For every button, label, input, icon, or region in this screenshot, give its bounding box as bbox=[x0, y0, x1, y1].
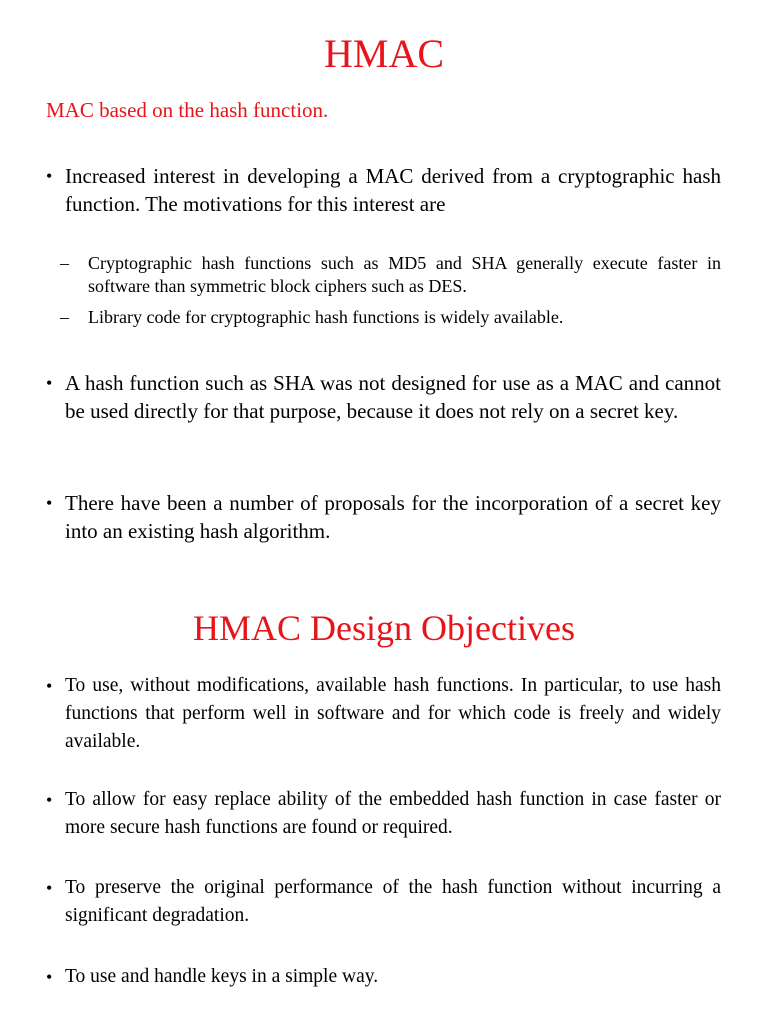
bullet-text: A hash function such as SHA was not designed for use as a MAC and cannot be used directly for that purpose, because it does not rely on a secret key. bbox=[65, 371, 721, 423]
sub-bullet-item bbox=[60, 252, 721, 298]
dash-icon: – bbox=[60, 307, 69, 327]
bullet-item bbox=[46, 489, 721, 545]
bullet-text: There have been a number of proposals for the incorporation of a secret key into an existing hash algorithm. bbox=[65, 491, 721, 543]
bullet-text: To use, without modifications, available hash functions. In particular, to use hash functions that perform well in software and for which code is freely and widely available. bbox=[65, 675, 721, 752]
bullet-icon: • bbox=[46, 493, 53, 513]
bullet-icon: • bbox=[46, 790, 53, 810]
bullet-text: To preserve the original performance of the hash function without incurring a significant degradation. bbox=[65, 877, 721, 926]
bullet-item bbox=[46, 672, 721, 756]
bullet-item bbox=[46, 874, 721, 930]
bullet-icon: • bbox=[46, 676, 53, 696]
bullet-item bbox=[46, 786, 721, 842]
bullet-text: Increased interest in developing a MAC derived from a cryptographic hash function. The motivations for this interest are bbox=[65, 164, 721, 216]
dash-icon: – bbox=[60, 253, 69, 273]
bullet-text: To use and handle keys in a simple way. bbox=[65, 966, 379, 987]
section-title: HMAC Design Objectives bbox=[193, 608, 575, 648]
sub-bullet-item bbox=[60, 306, 721, 329]
page-subtitle: MAC based on the hash function. bbox=[46, 98, 329, 122]
bullet-item bbox=[46, 963, 721, 991]
bullet-icon: • bbox=[46, 166, 53, 186]
bullet-text: To allow for easy replace ability of the embedded hash function in case faster or more secure hash functions are found or required. bbox=[65, 789, 721, 838]
bullet-icon: • bbox=[46, 878, 53, 898]
sub-bullet-text: Cryptographic hash functions such as MD5 and SHA generally execute faster in software than symmetric block ciphers such as DES. bbox=[88, 253, 721, 296]
page-title: HMAC bbox=[323, 31, 445, 76]
bullet-icon: • bbox=[46, 373, 53, 393]
bullet-item bbox=[46, 162, 721, 218]
sub-bullet-text: Library code for cryptographic hash functions is widely available. bbox=[88, 307, 564, 327]
bullet-item bbox=[46, 369, 721, 425]
bullet-icon: • bbox=[46, 967, 53, 987]
